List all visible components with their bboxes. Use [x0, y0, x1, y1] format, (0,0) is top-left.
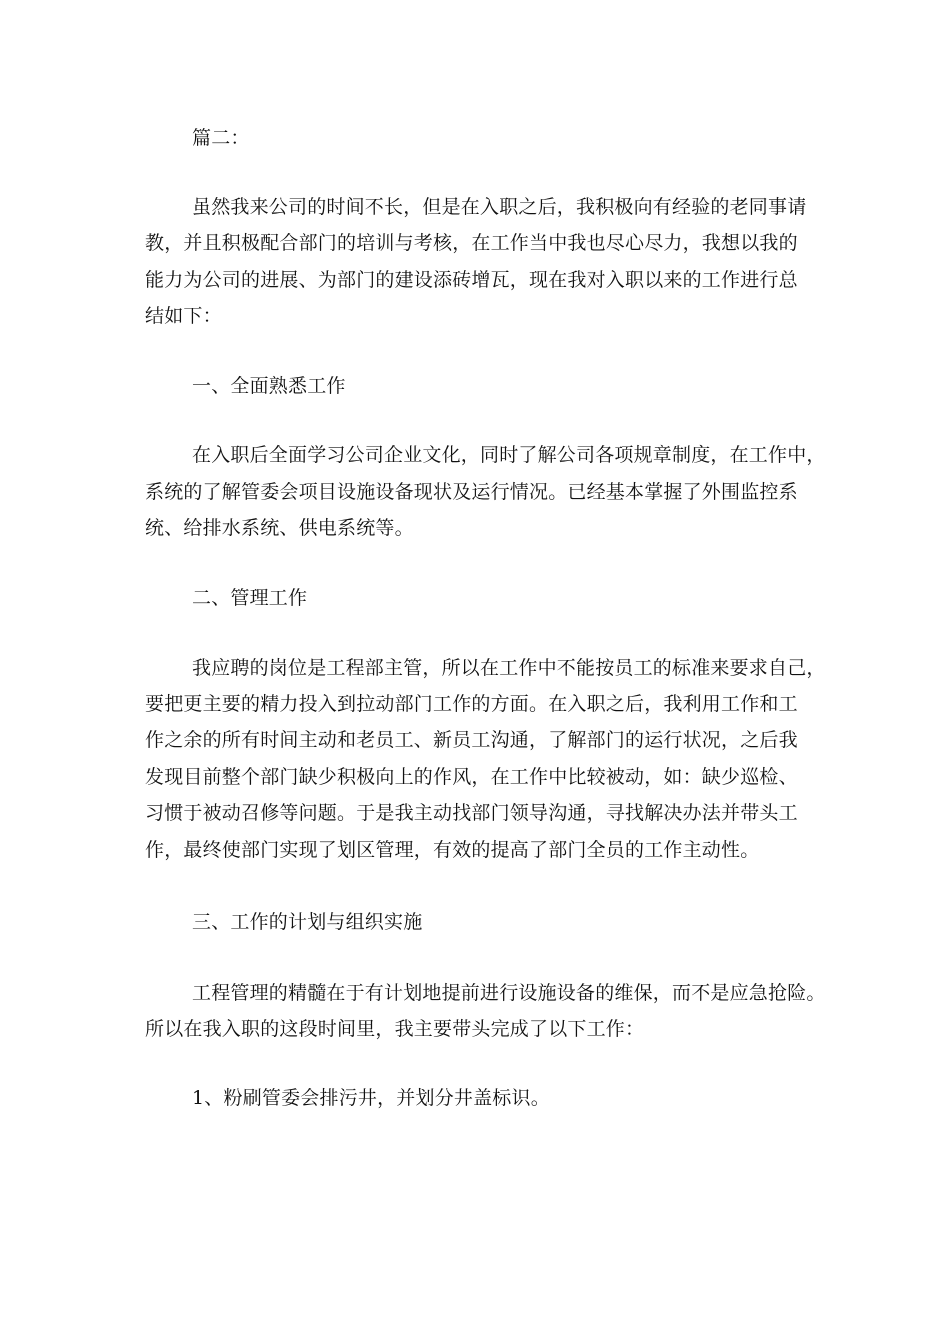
heading-1: 一、全面熟悉工作 — [192, 375, 346, 397]
para2-line-1: 我应聘的岗位是工程部主管，所以在工作中不能按员工的标准来要求自己， — [192, 657, 826, 679]
heading-2: 二、管理工作 — [192, 587, 308, 609]
intro-line-4: 结如下： — [145, 305, 222, 327]
para3-line-1: 工程管理的精髓在于有计划地提前进行设施设备的维保，而不是应急抢险。 — [192, 982, 826, 1004]
list-item-1: 1、粉刷管委会排污井，并划分井盖标识。 — [192, 1087, 550, 1109]
para2-line-4: 发现目前整个部门缺少积极向上的作风，在工作中比较被动，如：缺少巡检、 — [145, 766, 798, 788]
intro-line-3: 能力为公司的进展、为部门的建设添砖增瓦，现在我对入职以来的工作进行总 — [145, 269, 798, 291]
para2-line-2: 要把更主要的精力投入到拉动部门工作的方面。在入职之后，我利用工作和工 — [145, 693, 798, 715]
para2-line-3: 作之余的所有时间主动和老员工、新员工沟通，了解部门的运行状况，之后我 — [145, 729, 798, 751]
para1-line-1: 在入职后全面学习公司企业文化，同时了解公司各项规章制度，在工作中， — [192, 444, 826, 466]
section-label: 篇二： — [192, 127, 250, 149]
para1-line-2: 系统的了解管委会项目设施设备现状及运行情况。已经基本掌握了外围监控系 — [145, 481, 798, 503]
para3-line-2: 所以在我入职的这段时间里，我主要带头完成了以下工作： — [145, 1018, 645, 1040]
para2-line-6: 作，最终使部门实现了划区管理，有效的提高了部门全员的工作主动性。 — [145, 839, 760, 861]
heading-3: 三、工作的计划与组织实施 — [192, 911, 423, 933]
intro-line-1: 虽然我来公司的时间不长，但是在入职之后，我积极向有经验的老同事请 — [192, 196, 807, 218]
intro-line-2: 教，并且积极配合部门的培训与考核，在工作当中我也尽心尽力，我想以我的 — [145, 232, 798, 254]
para2-line-5: 习惯于被动召修等问题。于是我主动找部门领导沟通，寻找解决办法并带头工 — [145, 802, 798, 824]
para1-line-3: 统、给排水系统、供电系统等。 — [145, 517, 414, 539]
